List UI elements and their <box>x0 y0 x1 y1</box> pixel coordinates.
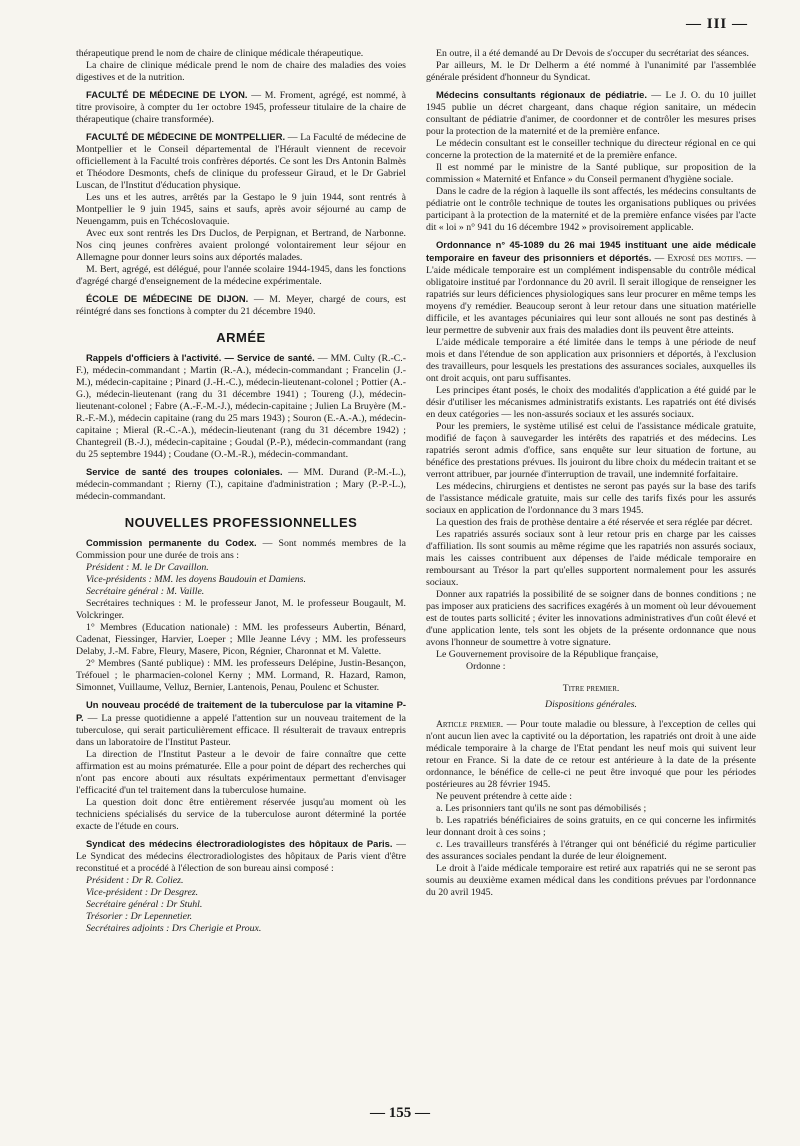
right-column <box>426 48 756 1088</box>
syndicat-entry <box>76 838 406 875</box>
list-item: b. Les rapatriés bénéficiaires de soins gratuits, en ce qui concerne les infirmités leur donnant droit à ces soins ; <box>426 815 756 838</box>
paragraph: Il est nommé par le ministre de la Santé publique, sur proposition de la commission « Maternité et Enfance » du Conseil permanent d'hygiène sociale. <box>426 162 756 185</box>
paragraph: Pour les premiers, le système utilisé est celui de l'assistance médicale gratuite, modifié de façon à sauvegarder les intérêts des rapatriés et des médecins. Les rapatriés seront admis d'office, sans enquête sur leur situation de fortune, au bénéfice des prestations prévues. Ils jouiront du libre choix du médecin traitant et se verront attribuer, par journée d'interruption de travail, une indemnité forfaitaire. <box>426 421 756 480</box>
paragraph: La chaire de clinique médicale prend le nom de chaire des maladies des voies digestives et de la nutrition. <box>76 60 406 83</box>
paragraph: Ordonne : <box>466 661 506 672</box>
paragraph: Le médecin consultant est le conseiller technique du directeur régional en ce qui concerne la protection de la maternité et de la première enfance. <box>426 138 756 161</box>
paragraph: Avec eux sont rentrés les Drs Duclos, de Perpignan, et Bertrand, de Narbonne. Nos cinq jeunes confrères avaient prolongé volontairement leur séjour en Allemagne pour donner leurs soins aux déportés malades. <box>76 228 406 263</box>
dijon-entry <box>76 293 406 318</box>
entry-text: — MM. Culty (R.-C.-F.), médecin-commandant ; Martin (R.-A.), médecin-commandant ; Francelin (J.-M.), médecin-capitaine ; Pinard (J.-H.-C.), médecin-lieutenant-colonel ; Pottier (A.-G.), médecin-lieutenant (rang du 31 décembre 1941) ; Toureng (J.), médecin-lieutenant-colonel ; Fabre (A.-F.-M.-J.), médecin-capitaine ; Julien La Bruyère (M.-R.-F.-M.), médecin capitaine (rang du 25 mars 1943) ; Souron (E.-A.-A.), médecin-capitaine ; Mieral (R.-C.-A.), médecin-lieutenant (rang du 31 décembre 1942) ; Chantegreil (B.-J.), médecin-capitaine ; Goudal (P.-P.), médecin-commandant (rang du 25 septembre 1944) ; Coudane (O.-M.-R.), médecin-commandant. <box>76 353 406 460</box>
paragraph: Secrétaire général : Dr Stuhl. <box>86 899 203 910</box>
paragraph: La direction de l'Institut Pasteur a le devoir de faire connaître que cette affirmation est au moins prématurée. Elle a pour point de départ des recherches qui n'ont pas encore abouti aux résultats expérimentaux permettant d'envisager l'efficacité d'un tel traitement dans la tuberculose humaine. <box>76 749 406 796</box>
paragraph: Président : M. le Dr Cavaillon. <box>86 562 209 573</box>
paragraph: Donner aux rapatriés la possibilité de se soigner dans de bonnes conditions ; ne pas imposer aux praticiens des sacrifices exagérés à un moment où leur dévouement est de toutes parts sollicité ; éviter les innovations administratives d'un coût élevé et d'une application lente, tels sont les objets de la présente ordonnance que nous avons l'honneur de soumettre à votre signature. <box>426 589 756 648</box>
rubric-heading: Service de santé des troupes coloniales. <box>86 466 283 477</box>
rubric-heading: Rappels d'officiers à l'activité. — Service de santé. <box>86 352 315 363</box>
tuberculose-entry <box>76 699 406 749</box>
rubric-heading: ÉCOLE DE MÉDECINE DE DIJON. <box>86 293 249 304</box>
paragraph: Secrétaires techniques : M. le professeur Janot, M. le professeur Bougault, M. Volckringer. <box>76 598 406 621</box>
codex-entry <box>76 537 406 562</box>
rubric-heading: Commission permanente du Codex. <box>86 537 257 548</box>
paragraph: thérapeutique prend le nom de chaire de clinique médicale thérapeutique. <box>76 48 364 59</box>
paragraph: Dans le cadre de la région à laquelle ils sont affectés, les médecins consultants de pédiatrie ont le contrôle technique de toutes les organisations publiques ou privées participant à la protection de la maternité et de la première enfance visées par l'acte dit « loi » n° 941 du 16 décembre 1942 » provisoirement applicable. <box>426 186 756 233</box>
paragraph: Les principes étant posés, le choix des modalités d'application a été guidé par le désir d'utiliser les mécanismes administratifs existants. Les rapatriés ont été divisés en deux catégories — les non-assurés sociaux et les assurés sociaux. <box>426 385 756 420</box>
entry-text: — M. Meyer, chargé de cours, est réintégré dans ses fonctions à compter du 21 décembre 1940. <box>76 294 406 317</box>
list-item: a. Les prisonniers tant qu'ils ne sont pas démobilisés ; <box>436 803 647 814</box>
entry-text: — Pour toute maladie ou blessure, à l'exception de celles qui n'ont aucun lien avec la captivité ou la déportation, les rapatriés ont droit à une aide médicale temporaire à la charge de l'Etat pendant les neuf mois qui suivent leur retour en France. Si la date de ce retour est antérieure à la date de la présente ordonnance, le bénéfice de celle-ci ne peut être invoqué que pour les périodes postérieures au 28 février 1945. <box>426 719 756 790</box>
paragraph: En outre, il a été demandé au Dr Devois de s'occuper du secrétariat des séances. <box>436 48 749 59</box>
paragraph: Le droit à l'aide médicale temporaire est retiré aux rapatriés qui ne se seront pas soumis au deuxième examen médical dans les conditions prévues par l'ordonnance du 20 avril 1945. <box>426 863 756 898</box>
paragraph: Vice-présidents : MM. les doyens Baudouin et Damiens. <box>86 574 306 585</box>
article-premier <box>426 719 756 791</box>
paragraph: Ne peuvent prétendre à cette aide : <box>436 791 572 802</box>
paragraph: Secrétaire général : M. Vaille. <box>86 586 205 597</box>
entry-text: — L'aide médicale temporaire est un complément indispensable du contrôle médical obligatoire institué par l'ordonnance du 20 avril. Il serait illogique de renseigner les rapatriés sur leurs déficiences physiologiques sans leur procurer en même temps les moyens d'y remédier. Beaucoup seront à leur retour dans une situation matérielle difficile, et les avantages pécuniaires qui leur sont alloués ne sont pas destinés à leur permettre de subvenir aux frais des maladies dont ils peuvent être atteints. <box>426 253 756 336</box>
entry-text: — M. Froment, agrégé, est nommé, à titre provisoire, à compter du 1er octobre 1945, professeur titulaire de la chaire de thérapeutique (chaire transformée). <box>76 90 406 125</box>
section-title-armee: ARMÉE <box>216 330 266 345</box>
rubric-heading: Médecins consultants régionaux de pédiatrie. <box>436 89 647 100</box>
paragraph: Par ailleurs, M. le Dr Delherm a été nommé à l'unanimité par l'assemblée générale président d'honneur du Syndicat. <box>426 60 756 83</box>
paragraph: Les rapatriés assurés sociaux sont à leur retour pris en charge par les caisses d'affiliation. Ils sont soumis au même régime que les rapatriés non assurés sociaux, mais les caisses contribuent aux dépenses de l'aide médicale temporaire en remboursant au Trésor la part qu'elles supportent normalement pour les assurés sociaux. <box>426 529 756 588</box>
entry-text: — Le J. O. du 10 juillet 1945 publie un décret chargeant, dans chaque région sanitaire, un médecin consultant de pédiatrie d'animer, de coordonner et de contrôler les mesures prises pour la protection de la maternité et de la première enfance. <box>426 90 756 137</box>
entry-text: — La Faculté de médecine de Montpellier et le Conseil départemental de l'Hérault viennent de recevoir officiellement à la Faculté trois confrères déportés. Ce sont les Drs Antonin Balmès et Théodore Desmonts, chefs de clinique du professeur Giraud, et le Dr Gabriel Luscan, de l'Institut d'éducation physique. <box>76 132 406 191</box>
list-item: c. Les travailleurs transférés à l'étranger qui ont bénéficié du régime particulier des assurances sociales pendant la durée de leur éloignement. <box>426 839 756 862</box>
entry-text: — Le Syndicat des médecins électroradiologistes des hôpitaux de Paris vient d'être reconstitué et a procédé à l'élection de son bureau ainsi composé : <box>76 839 406 874</box>
paragraph: Président : Dr R. Coliez. <box>86 875 184 886</box>
paragraph: Vice-président : Dr Desgrez. <box>86 887 199 898</box>
rappels-entry <box>76 352 406 461</box>
paragraph: Les médecins, chirurgiens et dentistes ne seront pas payés sur la base des tarifs de l'assistance médicale gratuite, mais sur celle des tarifs fixés pour les assurés sociaux en application de l'ordonnance du 3 mars 1945. <box>426 481 756 516</box>
lyon-entry <box>76 89 406 126</box>
paragraph: Les uns et les autres, arrêtés par la Gestapo le 9 juin 1944, sont rentrés à Montpellier le 9 juin 1945, sains et saufs, après avoir séjourné au camp de Neuengamm, puis en Tchécoslovaquie. <box>76 192 406 227</box>
paragraph: Secrétaires adjoints : Drs Cherigie et Proux. <box>86 923 262 934</box>
ordonnance-entry <box>426 239 756 337</box>
paragraph: 1° Membres (Education nationale) : MM. les professeurs Aubertin, Bénard, Cadenat, Fiessinger, Harvier, Loeper ; Mlle Jeanne Lévy ; MM. les professeurs Delaby, J.-M. Fabre, Fleury, Masere, Picon, Régnier, Charonnat et M. Valette. <box>76 622 406 657</box>
paragraph: L'aide médicale temporaire a été limitée dans le temps à une période de neuf mois et dans l'étendue de son application aux prisonniers et déportés, à l'exclusion des travailleurs, pour lesquels les prestations des assurances sociales, auxquelles ils ont droit acquis, ont paru suffisantes. <box>426 337 756 384</box>
paragraph: Le Gouvernement provisoire de la République française, <box>436 649 659 660</box>
rubric-heading: Ordonnance n° 45-1089 du 26 mai 1945 instituant une aide médicale temporaire en faveur des prisonniers et déportés. <box>426 239 756 263</box>
article-columns <box>76 48 756 1088</box>
article-label: Article premier. <box>436 719 504 730</box>
rubric-heading: Syndicat des médecins électroradiologistes des hôpitaux de Paris. <box>86 838 393 849</box>
coloniales-entry <box>76 466 406 503</box>
entry-text: — Sont nommés membres de la Commission pour une durée de trois ans : <box>76 538 406 561</box>
paragraph: Trésorier : Dr Lepennetier. <box>86 911 193 922</box>
paragraph: 2° Membres (Santé publique) : MM. les professeurs Delépine, Justin-Besançon, Tréfouel ; le pharmacien-colonel Kerny ; MM. Lormand, R. Hazard, Ramon, Simonnet, Vuillaume, Velluz, Bernier, Lantenois, Penau, Poulenc et Schuster. <box>76 658 406 693</box>
titre-premier-heading: Titre premier. <box>562 683 620 694</box>
dispositions-heading: Dispositions générales. <box>545 699 637 710</box>
page-header-roman: — III — <box>685 16 748 32</box>
page-number: — 155 — <box>370 1105 430 1121</box>
left-column <box>76 48 406 1088</box>
montpellier-entry <box>76 131 406 192</box>
paragraph: La question doit donc être entièrement réservée jusqu'au moment où les techniciens spécialisés du service de la tuberculose auront déterminé la portée exacte de l'étude en cours. <box>76 797 406 832</box>
rubric-heading: Un nouveau procédé de traitement de la tuberculose par la vitamine P-P. <box>76 699 406 723</box>
pediatrie-entry <box>426 89 756 138</box>
section-title-nouvelles: NOUVELLES PROFESSIONNELLES <box>124 515 358 530</box>
entry-text: — La presse quotidienne a appelé l'attention sur un nouveau traitement de la tuberculose, qui serait particulièrement efficace. Il résulterait de travaux entrepris dans un laboratoire de l'Institut Pasteur. <box>76 713 406 748</box>
paragraph: La question des frais de prothèse dentaire a été réservée et sera réglée par décret. <box>436 517 753 528</box>
expose-label: — Exposé des motifs. <box>651 253 743 264</box>
entry-text: — MM. Durand (P.-M.-L.), médecin-commandant ; Rierny (T.), capitaine d'administration ; Mary (P.-P.-L.), médecin-commandant. <box>76 467 406 502</box>
paragraph: M. Bert, agrégé, est délégué, pour l'année scolaire 1944-1945, dans les fonctions d'agrégé chargé d'enseignement de la médecine expérimentale. <box>76 264 406 287</box>
rubric-heading: FACULTÉ DE MÉDECINE DE MONTPELLIER. <box>86 131 286 142</box>
rubric-heading: FACULTÉ DE MÉDECINE DE LYON. <box>86 89 248 100</box>
